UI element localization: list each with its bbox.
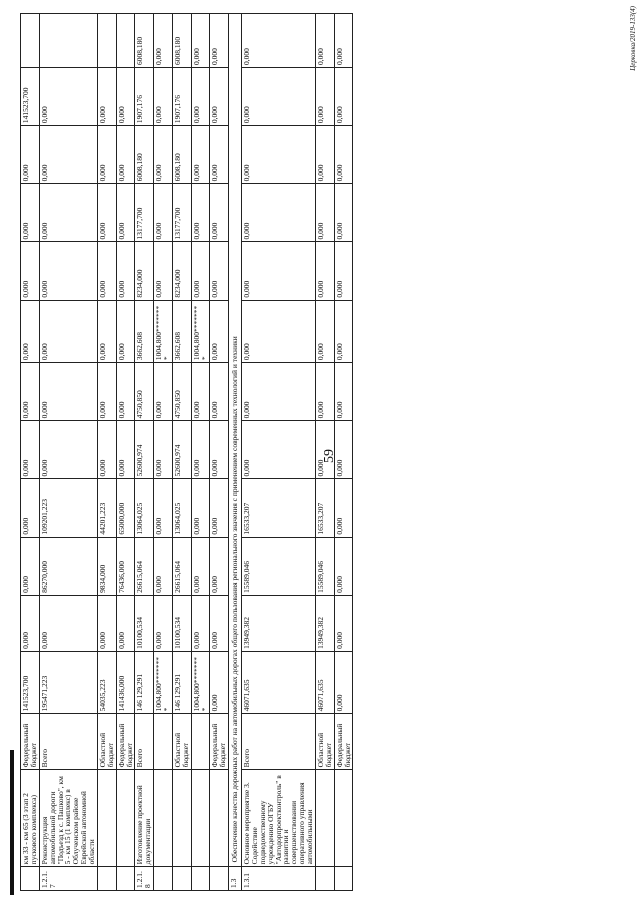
value-cell: 13177,700 xyxy=(172,184,191,242)
funding-source-cell: Всего xyxy=(39,714,97,770)
value-cell: 0,000 xyxy=(191,595,210,651)
value-cell: 0,000 xyxy=(97,363,116,421)
value-cell: 0,000 xyxy=(334,595,353,651)
funding-source-cell: Федеральный бюджет xyxy=(210,714,229,770)
value-cell: 8234,000 xyxy=(172,242,191,300)
row-id-cell: 1.2.1.7 xyxy=(39,867,97,891)
value-cell: 0,000 xyxy=(315,242,334,300)
value-cell: 0,000 xyxy=(242,126,316,184)
value-cell: 0,000 xyxy=(21,421,40,479)
value-cell: 3662,608 xyxy=(172,300,191,362)
value-cell: 0,000 xyxy=(334,300,353,362)
value-cell: 0,000 xyxy=(97,242,116,300)
value-cell: 0,000 xyxy=(21,479,40,537)
value-cell: 46071,635 xyxy=(242,651,316,713)
row-name-cell: км 33 - км 65 (3 этап 2 пускового комплекса) xyxy=(21,770,40,867)
value-cell: 0,000 xyxy=(21,363,40,421)
value-cell: 0,000 xyxy=(21,300,40,362)
value-cell: 0,000 xyxy=(191,14,210,68)
value-cell: 0,000 xyxy=(39,242,97,300)
value-cell: 26615,064 xyxy=(172,537,191,595)
value-cell: 0,000 xyxy=(21,126,40,184)
row-id-cell xyxy=(116,867,135,891)
value-cell: 0,000 xyxy=(334,651,353,713)
section-row xyxy=(229,14,242,891)
funding-source-cell xyxy=(191,714,210,770)
value-cell: 0,000 xyxy=(334,363,353,421)
value-cell: 0,000 xyxy=(154,184,173,242)
section-title-cell: Обеспечение качества дорожных работ на автомобильных дорогах общего пользования регионального значения с применением современных технологий и техники xyxy=(229,14,242,867)
value-cell: 0,000 xyxy=(334,126,353,184)
value-cell xyxy=(116,14,135,68)
value-cell: 9834,000 xyxy=(97,537,116,595)
funding-source-cell: Областной бюджет xyxy=(97,714,116,770)
value-cell: 0,000 xyxy=(242,14,316,68)
row-id-cell xyxy=(154,867,173,891)
value-cell: 10100,534 xyxy=(135,595,154,651)
row-id-cell: 1.2.1.8 xyxy=(135,867,154,891)
value-cell: 0,000 xyxy=(210,242,229,300)
value-cell: 0,000 xyxy=(97,67,116,125)
value-cell: 0,000 xyxy=(191,421,210,479)
value-cell: 0,000 xyxy=(334,184,353,242)
value-cell: 195471,223 xyxy=(39,651,97,713)
row-name-cell xyxy=(97,770,116,867)
value-cell: 0,000 xyxy=(334,14,353,68)
table-row xyxy=(116,14,135,891)
value-cell: 4750,850 xyxy=(172,363,191,421)
value-cell: 0,000 xyxy=(116,242,135,300)
value-cell: 0,000 xyxy=(242,363,316,421)
funding-source-cell: Федеральный бюджет xyxy=(21,714,40,770)
page-number: 59 xyxy=(322,449,337,463)
value-cell: 0,000 xyxy=(154,537,173,595)
value-cell: 1907,176 xyxy=(135,67,154,125)
value-cell: 0,000 xyxy=(116,595,135,651)
value-cell: 0,000 xyxy=(116,300,135,362)
table-row xyxy=(135,14,154,891)
value-cell: 0,000 xyxy=(334,479,353,537)
value-cell: 0,000 xyxy=(210,184,229,242)
value-cell: 1907,176 xyxy=(172,67,191,125)
value-cell: 0,000 xyxy=(39,421,97,479)
value-cell: 15589,046 xyxy=(242,537,316,595)
funding-source-cell: Федеральный бюджет xyxy=(116,714,135,770)
row-name-cell xyxy=(172,770,191,867)
value-cell: 65000,000 xyxy=(116,479,135,537)
value-cell: 0,000 xyxy=(97,421,116,479)
value-cell: 0,000 xyxy=(191,242,210,300)
value-cell: 0,000 xyxy=(39,595,97,651)
table-row xyxy=(21,14,40,891)
value-cell: 0,000 xyxy=(210,479,229,537)
value-cell: 0,000 xyxy=(315,184,334,242)
value-cell: 0,000 xyxy=(315,421,334,479)
value-cell: 0,000 xyxy=(116,67,135,125)
value-cell: 6008,180 xyxy=(135,126,154,184)
value-cell: 46071,635 xyxy=(315,651,334,713)
value-cell: 0,000 xyxy=(315,363,334,421)
value-cell: 8234,000 xyxy=(135,242,154,300)
table-row xyxy=(154,14,173,891)
table-row xyxy=(191,14,210,891)
value-cell xyxy=(97,14,116,68)
value-cell: 1004,800******** xyxy=(154,651,173,713)
value-cell: 0,000 xyxy=(21,242,40,300)
row-name-cell xyxy=(191,770,210,867)
value-cell: 13064,025 xyxy=(135,479,154,537)
value-cell: 0,000 xyxy=(39,184,97,242)
value-cell: 13177,700 xyxy=(135,184,154,242)
value-cell: 52600,974 xyxy=(172,421,191,479)
value-cell: 0,000 xyxy=(191,363,210,421)
value-cell: 0,000 xyxy=(334,67,353,125)
row-id-cell xyxy=(210,867,229,891)
row-name-cell: Основное мероприятие 3. Содействие подведомственному учреждению ОГБУ "Автодорпроектконтроль" в развитии и совершенствовании оперативного управления автомобильными xyxy=(242,770,316,867)
row-name-cell: Изготовление проектной документации xyxy=(135,770,154,867)
footer-code: Церковка/2019-133(4) xyxy=(629,6,637,71)
value-cell: 6008,180 xyxy=(172,126,191,184)
value-cell: 0,000 xyxy=(191,537,210,595)
row-name-cell xyxy=(334,770,353,867)
row-id-cell xyxy=(172,867,191,891)
value-cell: 0,000 xyxy=(210,126,229,184)
value-cell: 0,000 xyxy=(315,300,334,362)
value-cell: 0,000 xyxy=(210,421,229,479)
value-cell: 13064,025 xyxy=(172,479,191,537)
row-id-cell xyxy=(21,867,40,891)
value-cell: 76436,000 xyxy=(116,537,135,595)
table-row xyxy=(39,14,97,891)
value-cell: 0,000 xyxy=(210,14,229,68)
value-cell: 0,000 xyxy=(242,242,316,300)
value-cell: 26615,064 xyxy=(135,537,154,595)
value-cell: 0,000 xyxy=(97,184,116,242)
value-cell: 0,000 xyxy=(154,595,173,651)
value-cell: 0,000 xyxy=(210,363,229,421)
value-cell: 0,000 xyxy=(116,421,135,479)
value-cell: 0,000 xyxy=(154,67,173,125)
value-cell: 0,000 xyxy=(21,537,40,595)
value-cell: 0,000 xyxy=(210,651,229,713)
value-cell: 15589,046 xyxy=(315,537,334,595)
value-cell: 0,000 xyxy=(210,67,229,125)
value-cell: 16533,207 xyxy=(242,479,316,537)
value-cell: 10100,534 xyxy=(172,595,191,651)
value-cell: 0,000 xyxy=(315,126,334,184)
table-row xyxy=(334,14,353,891)
row-id-cell xyxy=(315,867,334,891)
row-name-cell xyxy=(210,770,229,867)
value-cell: 0,000 xyxy=(97,595,116,651)
value-cell: 0,000 xyxy=(242,67,316,125)
value-cell: 44201,223 xyxy=(97,479,116,537)
value-cell: 0,000 xyxy=(39,300,97,362)
value-cell: 0,000 xyxy=(97,126,116,184)
value-cell: 0,000 xyxy=(116,363,135,421)
funding-source-cell: Областной бюджет xyxy=(172,714,191,770)
value-cell: 0,000 xyxy=(191,184,210,242)
row-name-cell xyxy=(315,770,334,867)
value-cell: 0,000 xyxy=(334,537,353,595)
row-name-cell: Реконструкция автомобильной дороги "Подъезд к с. Пашково", км 5 - км 15 (1 комплекс) в Облученском районе Еврейской автономной области xyxy=(39,770,97,867)
value-cell: 0,000 xyxy=(334,242,353,300)
value-cell: 0,000 xyxy=(315,67,334,125)
value-cell: 0,000 xyxy=(191,126,210,184)
value-cell: 13949,382 xyxy=(315,595,334,651)
value-cell: 0,000 xyxy=(39,67,97,125)
value-cell: 0,000 xyxy=(210,300,229,362)
funding-source-cell: Областной бюджет xyxy=(315,714,334,770)
row-name-cell xyxy=(154,770,173,867)
value-cell: 0,000 xyxy=(21,184,40,242)
value-cell: 13949,382 xyxy=(242,595,316,651)
funding-source-cell xyxy=(154,714,173,770)
value-cell: 146 129,291 xyxy=(135,651,154,713)
value-cell: 0,000 xyxy=(242,421,316,479)
value-cell: 0,000 xyxy=(210,537,229,595)
value-cell: 0,000 xyxy=(191,479,210,537)
value-cell: 0,000 xyxy=(39,363,97,421)
value-cell: 141523,700 xyxy=(21,67,40,125)
value-cell: 6008,180 xyxy=(172,14,191,68)
row-id-cell xyxy=(191,867,210,891)
table-row xyxy=(210,14,229,891)
value-cell: 141436,000 xyxy=(116,651,135,713)
value-cell: 54035,223 xyxy=(97,651,116,713)
table-row xyxy=(242,14,316,891)
value-cell: 1004,800******** xyxy=(191,651,210,713)
section-id-cell: 1.3 xyxy=(229,867,242,891)
row-name-cell xyxy=(116,770,135,867)
value-cell: 0,000 xyxy=(21,595,40,651)
value-cell: 0,000 xyxy=(154,126,173,184)
value-cell: 0,000 xyxy=(154,14,173,68)
value-cell: 1004,800******** xyxy=(154,300,173,362)
value-cell: 0,000 xyxy=(39,126,97,184)
funding-source-cell: Всего xyxy=(135,714,154,770)
value-cell: 0,000 xyxy=(191,67,210,125)
value-cell: 0,000 xyxy=(116,126,135,184)
value-cell: 52600,974 xyxy=(135,421,154,479)
table-row xyxy=(315,14,334,891)
value-cell: 0,000 xyxy=(97,300,116,362)
value-cell: 0,000 xyxy=(242,184,316,242)
row-id-cell xyxy=(334,867,353,891)
value-cell: 109201,223 xyxy=(39,479,97,537)
value-cell: 0,000 xyxy=(154,363,173,421)
budget-table xyxy=(20,13,353,891)
value-cell: 4750,850 xyxy=(135,363,154,421)
row-id-cell: 1.3.1 xyxy=(242,867,316,891)
value-cell: 0,000 xyxy=(154,421,173,479)
table-row xyxy=(172,14,191,891)
value-cell: 16533,207 xyxy=(315,479,334,537)
value-cell: 3662,608 xyxy=(135,300,154,362)
table-row xyxy=(97,14,116,891)
funding-source-cell: Всего xyxy=(242,714,316,770)
value-cell: 0,000 xyxy=(315,14,334,68)
value-cell: 0,000 xyxy=(210,595,229,651)
value-cell: 6008,180 xyxy=(135,14,154,68)
value-cell xyxy=(21,14,40,68)
value-cell: 0,000 xyxy=(154,242,173,300)
value-cell: 0,000 xyxy=(242,300,316,362)
funding-source-cell: Федеральный бюджет xyxy=(334,714,353,770)
value-cell: 86270,000 xyxy=(39,537,97,595)
value-cell: 146 129,291 xyxy=(172,651,191,713)
value-cell: 1004,800******** xyxy=(191,300,210,362)
value-cell: 0,000 xyxy=(154,479,173,537)
value-cell: 0,000 xyxy=(334,421,353,479)
value-cell: 0,000 xyxy=(116,184,135,242)
value-cell xyxy=(39,14,97,68)
value-cell: 141523,700 xyxy=(21,651,40,713)
row-id-cell xyxy=(97,867,116,891)
